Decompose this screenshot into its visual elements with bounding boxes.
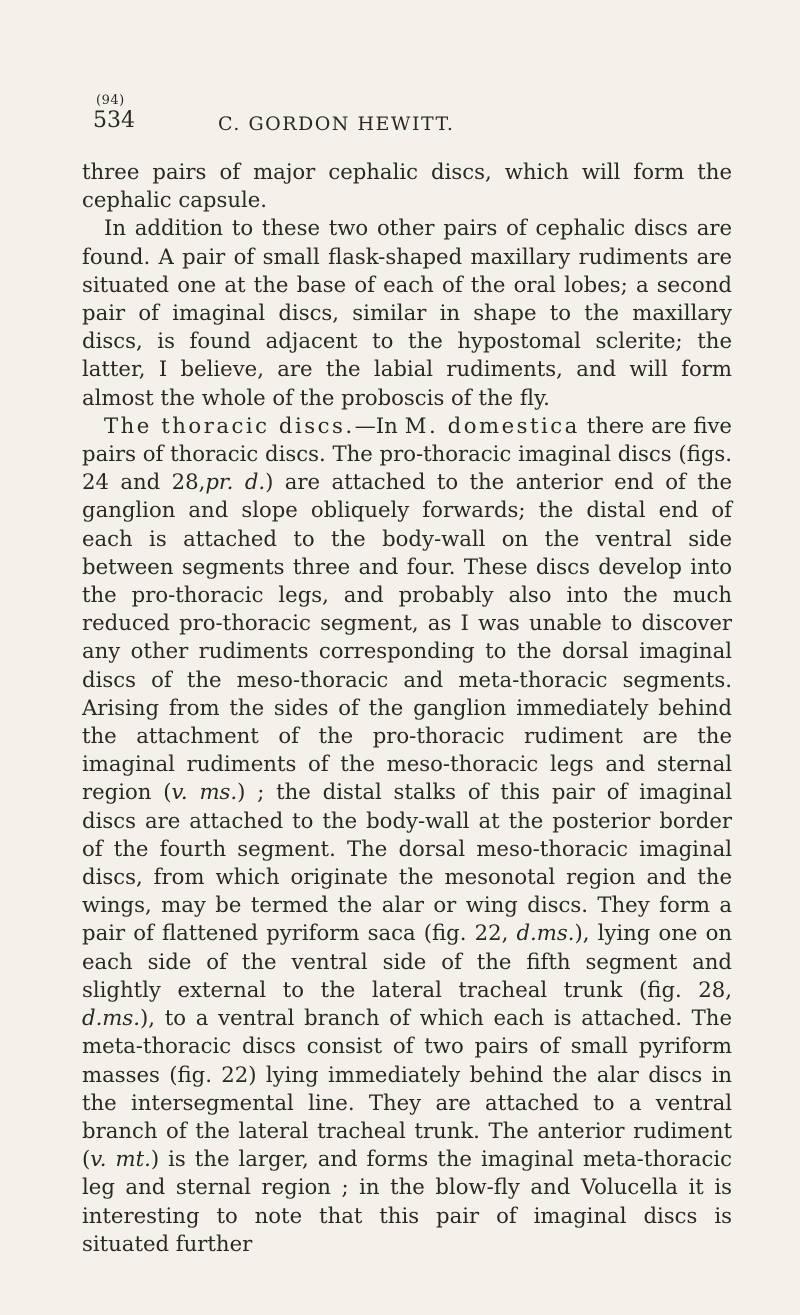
figure-label: pr. d. <box>205 469 266 495</box>
paragraph-3 <box>82 412 732 1258</box>
bracketed-page-number: (94) <box>96 93 125 108</box>
running-head: C. GORDON HEWITT. <box>218 113 455 135</box>
figure-label: d.ms. <box>516 920 575 946</box>
figure-label: d.ms. <box>82 1005 140 1031</box>
paragraph-1 <box>82 158 732 214</box>
page-number: 534 <box>93 108 135 133</box>
text-segment: ), lying one on each side of the ventral side of the fifth segment and slightly external to the lateral tracheal trunk (fig. 28, <box>82 920 732 1002</box>
body-text <box>82 158 732 1258</box>
figure-label: v. ms. <box>171 779 238 805</box>
text-segment: ), to a ventral branch of which each is attached. The meta-thoracic discs consist of two pairs of small pyriform masses (fig. 22) lying immediately behind the alar discs in the intersegmental line. They are attached to a ventral branch of the lateral tracheal trunk. The anterior rudiment ( <box>82 1005 732 1172</box>
text-segment: three pairs of major cephalic discs, which will form the cephalic capsule. <box>82 159 732 213</box>
text-segment: there are five pairs of thoracic discs. The pro-thoracic imaginal discs (figs. 24 and 28, <box>82 412 732 495</box>
text-segment: In addition to these two other pairs of cephalic discs are found. A pair of small flask-shaped maxillary rudiments are situated one at the base of each of the oral lobes; a second pair of imaginal discs, similar in shape to the maxillary discs, is found adjacent to the hypostomal sclerite; the latter, I believe, are the labial rudiments, and will form almost the whole of the proboscis of the fly. <box>82 215 732 410</box>
text-segment: ) ; the distal stalks of this pair of imaginal discs are attached to the body-wall at the posterior border of the fourth segment. The dorsal meso-thoracic imaginal discs, from which originate the mesonotal region and the wings, may be termed the alar or wing discs. They form a pair of flattened pyriform saca (fig. 22, <box>82 779 732 946</box>
section-heading: The thoracic discs. <box>104 412 355 438</box>
figure-label: v. mt. <box>90 1146 151 1172</box>
text-segment: —In <box>354 412 405 438</box>
text-segment: ) is the larger, and forms the imaginal meta-thoracic leg and sternal region ; in the blow-fly and Volucella it is interesting to note that this pair of imaginal discs is situated further <box>82 1146 733 1256</box>
species-name: M. domestica <box>404 412 580 438</box>
paragraph-2 <box>82 214 732 411</box>
text-segment: ) are attached to the anterior end of the ganglion and slope obliquely forwards; the distal end of each is attached to the body-wall on the ventral side between segments three and four. These discs develop into the pro-thoracic legs, and probably also into the much reduced pro-thoracic segment, as I was unable to discover any other rudiments corresponding to the dorsal imaginal discs of the meso-thoracic and meta-thoracic segments. Arising from the sides of the ganglion immediately behind the attachment of the pro-thoracic rudiment are the imaginal rudiments of the meso-thoracic legs and sternal region ( <box>82 469 732 805</box>
